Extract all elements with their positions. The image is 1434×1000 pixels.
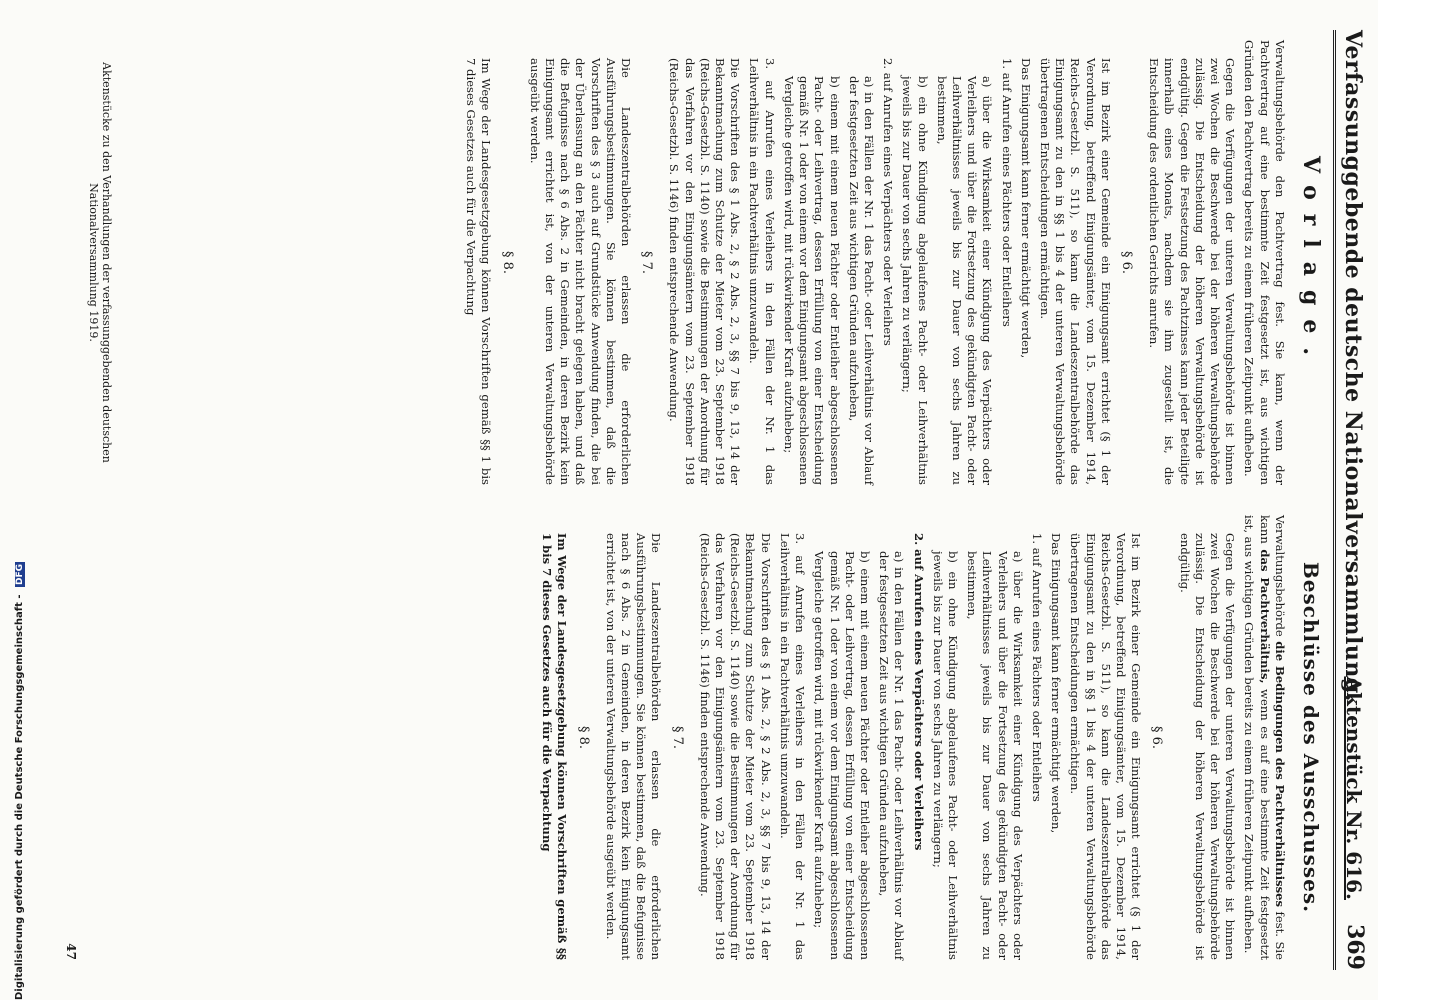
list-item: b) einem mit einem neuen Pächter oder Entleiher abgeschlossenen Pacht- oder Leihvertrag, dessen Erfüllung von einer Entscheidung gemäß Nr. 1 oder von einem vor dem Einigungsamt abgeschlossenen Vergleiche getroffen wird, mit rückwirkender Kraft aufzuheben;: [812, 551, 872, 960]
bold-text: das Pachtverhältnis,: [1257, 549, 1272, 684]
list-item: a) über die Wirksamkeit einer Kündigung des Verpächters oder Verleihers und über die Fortsetzung des gekündigten Pacht- oder Leihverhältnisses jeweils bis zur Dauer von sechs Jahren zu bestimmen,: [965, 551, 1025, 960]
digitization-note: [0, 0, 25, 1000]
list-item: 1. auf Anrufen eines Pächters oder Entleihers: [999, 58, 1014, 327]
section-7-title: § 7.: [639, 250, 655, 275]
section-6-title: § 6.: [1149, 725, 1165, 750]
paragraph: [1241, 515, 1287, 960]
bold-text: die Bedingungen des Pachtverhältnisses: [1272, 641, 1287, 908]
list-item: 3. auf Anrufen eines Verleihers in den Fällen der Nr. 1 das Leihverhältnis in ein Pachtverhältnis umzuwandeln.: [747, 58, 777, 485]
list-item: b) ein ohne Kündigung abgelaufenes Pacht- oder Leihverhältnis jeweils bis zur Dauer von sechs Jahren zu verlängern;: [930, 551, 960, 960]
column-heading-vorlage: Vorlage.: [1298, 156, 1324, 369]
list-item: b) ein ohne Kündigung abgelaufenes Pacht- oder Leihverhältnis jeweils bis zur Dauer von sechs Jahren zu verlängern;: [900, 76, 930, 485]
paragraph: Gegen die Verfügungen der unteren Verwaltungsbehörde ist binnen zwei Wochen die Beschwerde bei der höheren Verwaltungsbehörde zulässig. Die Entscheidung der höheren Verwaltungsbehörde ist endgültig. Gegen die Festsetzung des Pachtzinses kann jeder Beteiligte innerhalb eines Monats, nachdem sie ihm zugestellt ist, die Entscheidung des ordentlichen Gerichts anrufen.: [1147, 58, 1238, 485]
digitization-note-text: [14, 0, 25, 1000]
section-6-title: § 6.: [1118, 250, 1134, 275]
page-signature-number: 47: [64, 943, 78, 960]
list-item: a) in den Fällen der Nr. 1 das Pacht- oder Leihverhältnis vor Ablauf der festgesetzten Zeit aus wichtigen Gründen aufzuheben,: [877, 551, 907, 960]
text-run: fest. Sie kann: [1257, 515, 1287, 960]
page-footer: Aktenstücke zu den Verhandlungen der verfassunggebenden deutschen Nationalversammlung 1919.: [87, 62, 113, 463]
paragraph: Die Landeszentralbehörden erlassen die erforderlichen Ausführungsbestimmungen. Sie können bestimmen, daß die Vorschriften des § 3 auch auf Grundstücke Anwendung finden, die bei der Überlassung an den Pächter nicht bracht gelegen haben, und daß die Befugnisse nach § 6 Abs. 2 in Gemeinden, in deren Bezirk kein Einigungsamt errichtet ist, von der unteren Verwaltungsbehörde ausgeübt werden.: [527, 58, 634, 485]
page-title: Verfassunggebende deutsche Nationalversammlung.: [1340, 30, 1366, 702]
header-rule: [1333, 30, 1336, 970]
paragraph: Im Wege der Landesgesetzgebung können Vorschriften gemäß §§ 1 bis 7 dieses Gesetzes auch für die Verpachtung: [540, 533, 570, 960]
document-reference: Aktenstück Nr. 616.: [1342, 676, 1366, 900]
list-item: 2. auf Anrufen eines Verpächters oder Verleihers: [881, 58, 896, 346]
paragraph: Die Vorschriften des § 1 Abs. 2, § 2 Abs. 2, 3, §§ 7 bis 9, 13, 14 der Bekanntmachung zum Schutze der Mieter vom 23. September 1918 (Reichs-Gesetzbl. S. 1140) sowie die Bestimmungen der Anordnung für das Verfahren vor den Einigungsämtern vom 23. September 1918 (Reichs-Gesetzbl. S. 1146) finden entsprechende Anwendung.: [667, 58, 743, 485]
section-8-title: § 8.: [499, 250, 515, 275]
paragraph: Verwaltungsbehörde den Pachtvertrag fest. Sie kann, wenn der Pachtvertrag auf eine bestimmte Zeit festgesetzt ist, aus wichtigen Gründen den Pachtvertrag bereits zu einem früheren Zeitpunkt aufheben.: [1242, 40, 1287, 485]
paragraph: Das Einigungsamt kann ferner ermächtigt werden,: [1049, 533, 1064, 834]
column-beschluesse: [535, 515, 1323, 960]
column-heading-beschluesse: Beschlüsse des Ausschusses.: [1299, 561, 1323, 914]
dfg-logo-icon: DFG: [15, 563, 25, 585]
text-run: Verwaltungsbehörde: [1272, 515, 1287, 642]
page-number: 369: [1342, 924, 1368, 970]
list-item: 1. auf Anrufen eines Pächters oder Entleihers: [1029, 533, 1044, 802]
page-header: [1340, 30, 1370, 970]
paragraph: Gegen die Verfügungen der unteren Verwaltungsbehörde ist binnen zwei Wochen die Beschwerde bei der höheren Verwaltungsbehörde zulässig. Die Entscheidung der höheren Verwaltungsbehörde ist endgültig.: [1177, 533, 1238, 960]
paragraph: Die Landeszentralbehörden erlassen die erforderlichen Ausführungsbestimmungen. Sie können bestimmen, daß die Befugnisse nach § 6 Abs. 2 in Gemeinden, in deren Bezirk kein Einigungsamt errichtet ist, von der unteren Verwaltungsbehörde ausgeübt werden.: [603, 533, 664, 960]
text-run: wenn es auf eine bestimmte Zeit festgesetzt ist, aus wichtigen Gründen bereits zu einem früheren Zeitpunkt aufheben.: [1242, 515, 1272, 960]
list-item: 3. auf Anrufen eines Verleihers in den Fällen der Nr. 1 das Leihverhältnis in ein Pachtverhältnis umzuwandeln.: [777, 533, 808, 960]
list-item: a) in den Fällen der Nr. 1 das Pacht- oder Leihverhältnis vor Ablauf der festgesetzten Zeit aus wichtigen Gründen aufzuheben,: [846, 76, 876, 485]
paragraph: Das Einigungsamt kann ferner ermächtigt werden,: [1018, 58, 1033, 359]
section-7-title: § 7.: [669, 725, 685, 750]
section-8-title: § 8.: [575, 725, 591, 750]
column-vorlage: [459, 40, 1324, 485]
list-item: b) einem mit einem neuen Pächter oder Entleiher abgeschlossenen Pacht- oder Leihvertrag, dessen Erfüllung von einer Entscheidung gemäß Nr. 1 oder von einem vor dem Einigungsamt abgeschlossenen Vergleiche getroffen wird, mit rückwirkender Kraft aufzuheben;: [781, 76, 842, 485]
digitization-note-label: Digitalisierung gefördert durch die Deutsche Forschungsgemeinschaft -: [14, 594, 25, 1000]
list-item: 2. auf Anrufen eines Verpächters oder Verleihers: [911, 533, 926, 851]
paragraph: Ist im Bezirk einer Gemeinde ein Einigungsamt errichtet (§ 1 der Verordnung, betreffend Einigungsämter, vom 15. Dezember 1914, Reichs-Gesetzbl. S. 511), so kann die Landeszentralbehörde das Einigungsamt zu den in §§ 1 bis 4 der unteren Verwaltungsbehörde übertragenen Entscheidungen ermächtigen.: [1037, 58, 1113, 485]
paragraph: Ist im Bezirk einer Gemeinde ein Einigungsamt errichtet (§ 1 der Verordnung, betreffend Einigungsämter, vom 15. Dezember 1914, Reichs-Gesetzbl. S. 511), so kann die Landeszentralbehörde das Einigungsamt zu den in §§ 1 bis 4 der unteren Verwaltungsbehörde übertragenen Entscheidungen ermächtigen.: [1068, 533, 1144, 960]
paragraph: Im Wege der Landesgesetzgebung können Vorschriften gemäß §§ 1 bis 7 dieses Gesetzes auch für die Verpachtung: [464, 58, 494, 485]
paragraph: Die Vorschriften des § 1 Abs. 2, § 2 Abs. 2, 3, §§ 7 bis 9, 13, 14 der Bekanntmachung zum Schutze der Mieter vom 23. September 1918 (Reichs-Gesetzbl. S. 1140) sowie die Bestimmungen der Anordnung für das Verfahren vor den Einigungsämtern vom 23. September 1918 (Reichs-Gesetzbl. S. 1146) finden entsprechende Anwendung.: [697, 533, 773, 960]
list-item: a) über die Wirksamkeit einer Kündigung des Verpächters oder Verleihers und über die Fortsetzung des gekündigten Pacht- oder Leihverhältnisses jeweils bis zur Dauer von sechs Jahren zu bestimmen,: [934, 76, 995, 485]
